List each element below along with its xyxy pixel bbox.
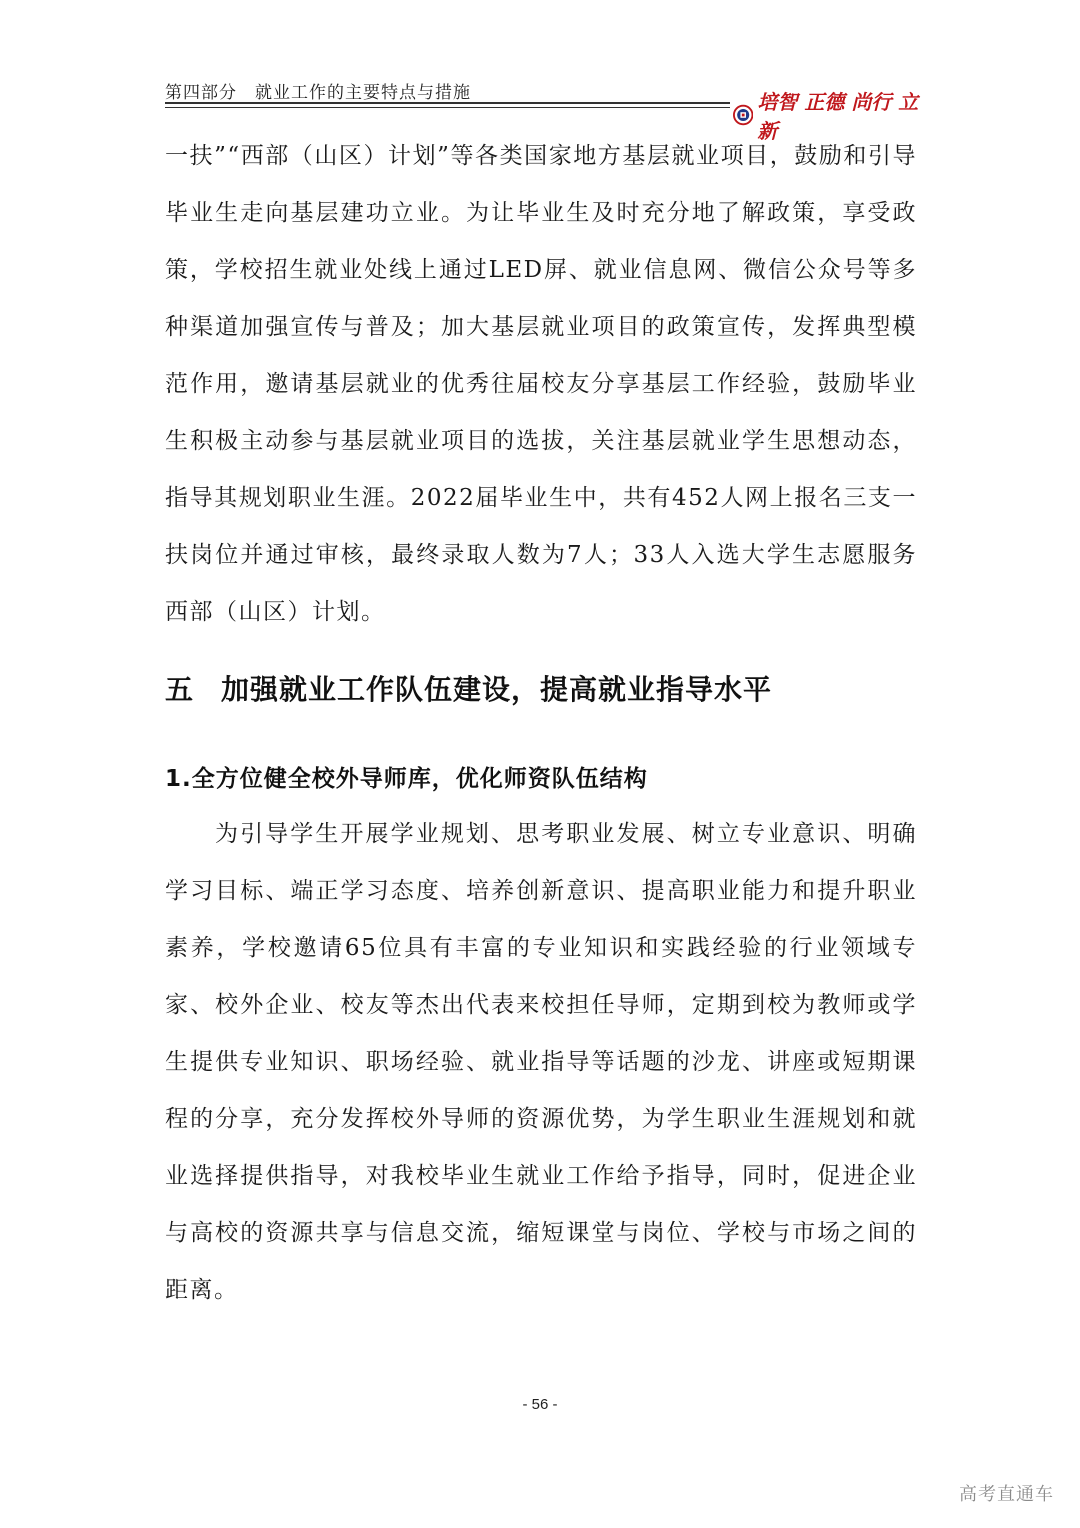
section-title: 加强就业工作队伍建设，提高就业指导水平 [221, 673, 773, 706]
section-heading [165, 668, 772, 708]
header-motto: 培智 正德 尚行 立新 [757, 90, 919, 143]
page-header [165, 74, 925, 143]
watermark: 高考直通车 [959, 1484, 1054, 1505]
header-rule-thin [165, 107, 730, 108]
header-rule [165, 102, 730, 104]
university-seal-icon [733, 104, 753, 126]
header-section-title: 第四部分 就业工作的主要特点与措施 [165, 83, 471, 103]
paragraph-2: 为引导学生开展学业规划、思考职业发展、树立专业意识、明确学习目标、端正学习态度、培养创新意识、提高职业能力和提升职业素养，学校邀请65位具有丰富的专业知识和实践经验的行业领域专家、校外企业、校友等杰出代表来校担任导师，定期到校为教师或学生提供专业知识、职场经验、就业指导等话题的沙龙、讲座或短期课程的分享，充分发挥校外导师的资源优势，为学生职业生涯规划和就业选择提供指导，对我校毕业生就业工作给予指导，同时，促进企业与高校的资源共享与信息交流，缩短课堂与岗位、学校与市场之间的距离。 [165, 821, 917, 1303]
paragraph-1: 一扶”“西部（山区）计划”等各类国家地方基层就业项目，鼓励和引导毕业生走向基层建功立业。为让毕业生及时充分地了解政策，享受政策，学校招生就业处线上通过LED屏、就业信息网、微信公众号等多种渠道加强宣传与普及；加大基层就业项目的政策宣传，发挥典型模范作用，邀请基层就业的优秀往届校友分享基层工作经验，鼓励毕业生积极主动参与基层就业项目的选拔，关注基层就业学生思想动态，指导其规划职业生涯。2022届毕业生中，共有452人网上报名三支一扶岗位并通过审核，最终录取人数为7人；33人入选大学生志愿服务西部（山区）计划。 [165, 143, 917, 625]
subsection-heading: 1.全方位健全校外导师库，优化师资队伍结构 [165, 766, 648, 792]
page-number: - 56 - [522, 1396, 558, 1413]
section-number: 五 [165, 673, 195, 706]
